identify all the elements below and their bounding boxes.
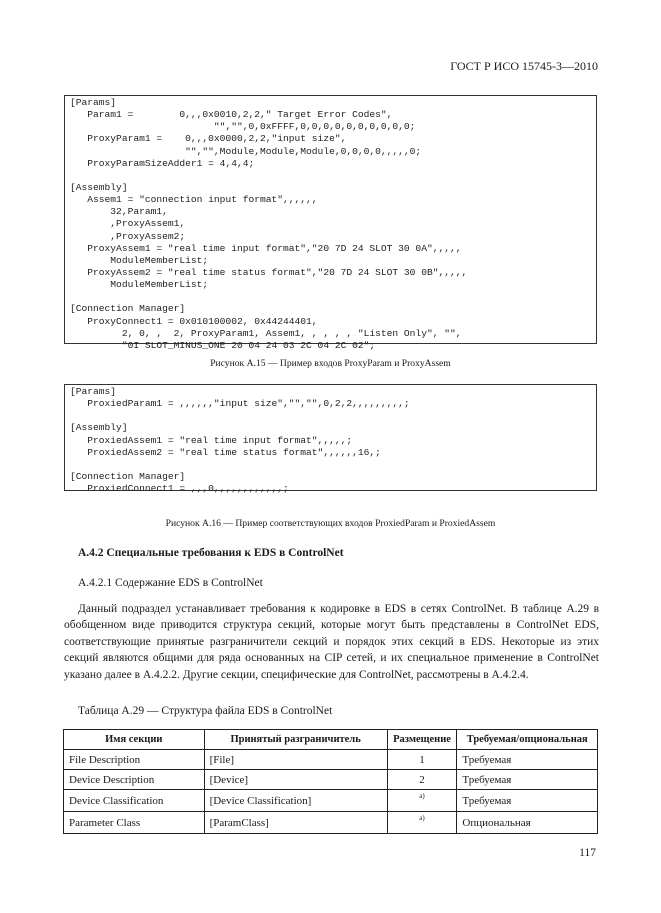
table-header-row	[64, 730, 598, 750]
code-line: [Params]	[70, 97, 117, 108]
table-cell: Device Classification	[64, 790, 205, 812]
standard-header: ГОСТ Р ИСО 15745-3—2010	[450, 59, 598, 73]
subsection-heading: А.4.2.1 Содержание EDS в ControlNet	[78, 577, 263, 589]
table-row	[64, 770, 598, 790]
code-line	[70, 291, 596, 303]
code-line: ProxyConnect1 = 0x010100002, 0x44244401,	[70, 315, 318, 327]
table-cell: Опциональная	[457, 812, 598, 834]
code-line: "","",0,0xFFFF,0,0,0,0,0,0,0,0,0,0;	[70, 121, 416, 133]
table-row	[64, 750, 598, 770]
eds-structure-table	[63, 729, 598, 834]
code-line: [Connection Manager]	[70, 470, 186, 482]
table-cell: [ParamClass]	[204, 812, 387, 834]
section-heading: А.4.2 Специальные требования к EDS в ControlNet	[78, 547, 344, 559]
table-cell: Parameter Class	[64, 812, 205, 834]
code-line: "0I SLOT_MINUS_ONE 20 04 24 03 2C 04 2C 02";	[70, 339, 376, 351]
code-line: ,ProxyAssem1,	[70, 218, 186, 230]
code-line: [Assembly]	[70, 422, 128, 434]
table-caption: Таблица А.29 — Структура файла EDS в ControlNet	[78, 705, 333, 717]
code-line	[70, 410, 596, 422]
code-line	[70, 459, 596, 471]
column-header: Имя секции	[64, 730, 205, 750]
column-header: Требуемая/опциональная	[457, 730, 598, 750]
code-line: 2, 0, , 2, ProxyParam1, Assem1, , , , , "Listen Only", "",	[70, 327, 462, 339]
body-paragraph: Данный подраздел устанавливает требования к кодировке в EDS в сетях ControlNet. В таблице А.29 в обобщенном виде приводится структура секций, которые могут быть представлены в ControlNet EDS, соответствующие принятые разграничители секций и порядок этих секций в EDS. Некоторые из этих секций являются общими для ряда основанных на CIP сетей, и их специальное применение в ControlNet указано далее в А.4.2.2. Другие секции, специфические для ControlNet, рассмотрены в А.4.2.4.	[64, 603, 599, 681]
table-cell: [File]	[204, 750, 387, 770]
table-cell: File Description	[64, 750, 205, 770]
code-line: ProxiedAssem1 = "real time input format",,,,,;	[70, 434, 353, 446]
code-line: Assem1 = "connection input format",,,,,,	[70, 194, 318, 206]
code-line: Param1 = 0,,,0x0010,2,2," Target Error Codes",	[70, 109, 393, 121]
table-cell: [Device Classification]	[204, 790, 387, 812]
code-line: ProxyAssem1 = "real time input format","20 7D 24 SLOT 30 0A",,,,,	[70, 242, 462, 254]
code-line: ProxyParamSizeAdder1 = 4,4,4;	[70, 157, 255, 169]
code-listing-proxy	[64, 95, 597, 351]
code-line: ProxiedConnect1 = ,,,0,,,,,,,,,,,,;	[70, 483, 289, 495]
table-cell: 2	[387, 770, 457, 790]
table-row	[64, 790, 598, 812]
code-line: ProxyAssem2 = "real time status format","20 7D 24 SLOT 30 0B",,,,,	[70, 266, 468, 278]
table-cell: a)	[387, 790, 457, 812]
table-cell: 1	[387, 750, 457, 770]
code-line: ,ProxyAssem2;	[70, 230, 186, 242]
code-line: ProxyParam1 = 0,,,0x0000,2,2,"input size",	[70, 133, 347, 145]
code-line: [Connection Manager]	[70, 303, 186, 315]
code-line: ModuleMemberList;	[70, 279, 209, 291]
table-cell: Требуемая	[457, 790, 598, 812]
column-header: Размещение	[387, 730, 457, 750]
table-cell: Device Description	[64, 770, 205, 790]
table-cell: Требуемая	[457, 770, 598, 790]
code-line: ProxiedAssem2 = "real time status format",,,,,,16,;	[70, 446, 381, 458]
table-cell: [Device]	[204, 770, 387, 790]
table-cell: Требуемая	[457, 750, 598, 770]
code-line: ProxiedParam1 = ,,,,,,"input size","","",0,2,2,,,,,,,,,;	[70, 398, 410, 410]
figure-caption-a16: Рисунок А.16 — Пример соответствующих входов ProxiedParam и ProxiedAssem	[165, 518, 496, 529]
figure-caption-a15: Рисунок А.15 — Пример входов ProxyParam и ProxyAssem	[210, 358, 451, 369]
table-cell: a)	[387, 812, 457, 834]
page-number: 117	[579, 847, 596, 859]
code-line: [Assembly]	[70, 181, 128, 193]
code-line: "","",Module,Module,Module,0,0,0,0,,,,,0;	[70, 145, 422, 157]
code-line	[70, 170, 596, 182]
code-listing-proxied	[64, 384, 597, 495]
table-row	[64, 812, 598, 834]
code-line: 32,Param1,	[70, 206, 168, 218]
column-header: Принятый разграничитель	[204, 730, 387, 750]
code-line: ModuleMemberList;	[70, 254, 209, 266]
code-line: [Params]	[70, 386, 117, 397]
